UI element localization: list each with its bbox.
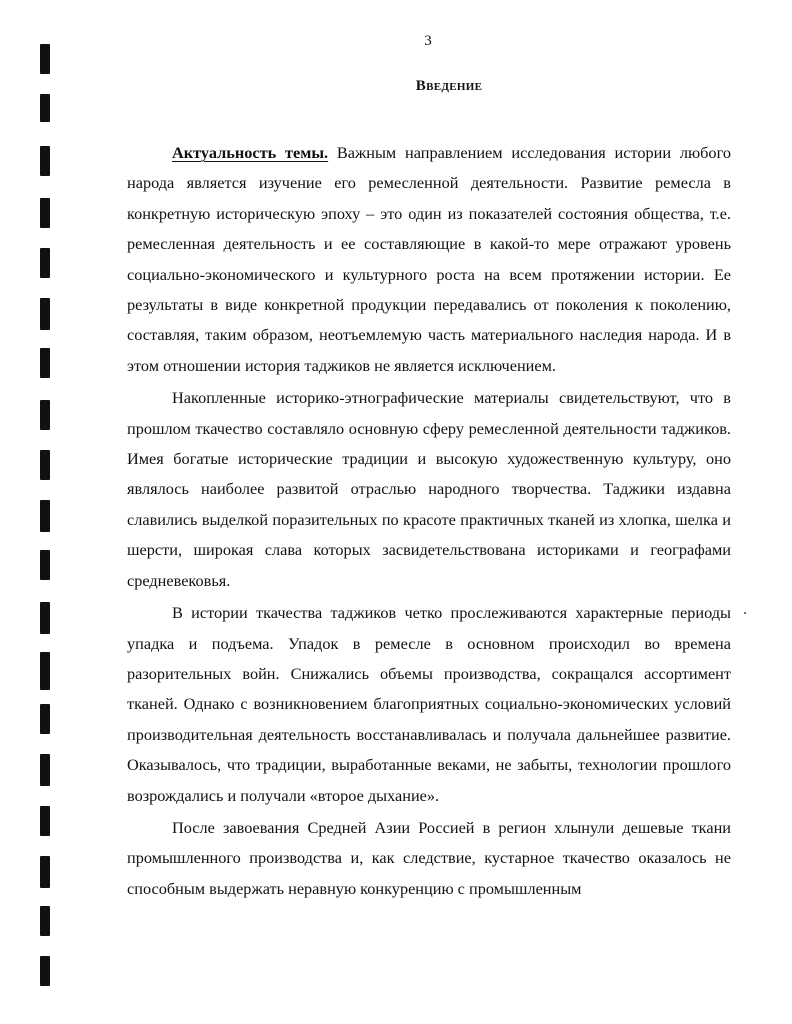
scan-speck xyxy=(744,612,746,614)
binding-mark xyxy=(40,298,50,330)
paragraph: После завоевания Средней Азии Россией в регион хлынули дешевые ткани промышленного производства и, как следствие, кустарное ткачество оказалось не способным выдержать неравную конкуренцию с промышленным xyxy=(127,817,731,898)
binding-mark xyxy=(40,450,50,480)
binding-mark xyxy=(40,500,50,532)
binding-mark xyxy=(40,146,50,176)
paragraph: В истории ткачества таджиков четко прослеживаются характерные периоды упадка и подъема. Упадок в ремесле в основном происходил во времена разорительных войн. Снижались объемы производства, сокращался ассортимент тканей. Однако с возникновением благоприятных социально-экономических условий производительная деятельность восстанавливалась и получала дальнейшее развитие. Оказывалось, что традиции, выработанные веками, не забыты, технологии прошлого возрождались и получали «второе дыхание». xyxy=(127,603,731,805)
binding-mark xyxy=(40,906,50,936)
binding-mark xyxy=(40,754,50,786)
page-number: 3 xyxy=(424,33,432,49)
binding-mark xyxy=(40,856,50,888)
binding-marks xyxy=(40,40,54,1000)
paragraph-lead: Актуальность темы. xyxy=(172,143,329,162)
binding-mark xyxy=(40,248,50,278)
binding-mark xyxy=(40,956,50,986)
body-text xyxy=(127,138,731,904)
paragraph xyxy=(127,138,731,381)
binding-mark xyxy=(40,806,50,836)
binding-mark xyxy=(40,400,50,430)
binding-mark xyxy=(40,94,50,122)
paragraph: Накопленные историко-этнографические материалы свидетельствуют, что в прошлом ткачество составляло основную сферу ремесленной деятельности таджиков. Имея богатые исторические традиции и высокую художественную культуру, оно являлось наиболее развитой отраслью народного творчества. Таджики издавна славились выделкой поразительных по красоте практичных тканей из хлопка, шелка и шерсти, широкая слава которых засвидетельствована историками и географами средневековья. xyxy=(127,388,731,590)
binding-mark xyxy=(40,348,50,378)
binding-mark xyxy=(40,602,50,634)
binding-mark xyxy=(40,704,50,734)
paragraph-text: Важным направлением исследования истории любого народа является изучение его ремесленной деятельности. Развитие ремесла в конкретную историческую эпоху – это один из показателей состояния общества, т.е. ремесленная деятельность и ее составляющие в какой-то мере отражают уровень социально-экономического и культурного роста на всем протяжении истории. Ее результаты в виде конкретной продукции передавались от поколения к поколению, составляя, таким образом, неотъемлемую часть материального наследия народа. И в этом отношении история таджиков не является исключением. xyxy=(127,143,731,375)
binding-mark xyxy=(40,198,50,228)
binding-mark xyxy=(40,550,50,580)
page-heading: Введение xyxy=(415,78,483,94)
binding-mark xyxy=(40,652,50,690)
